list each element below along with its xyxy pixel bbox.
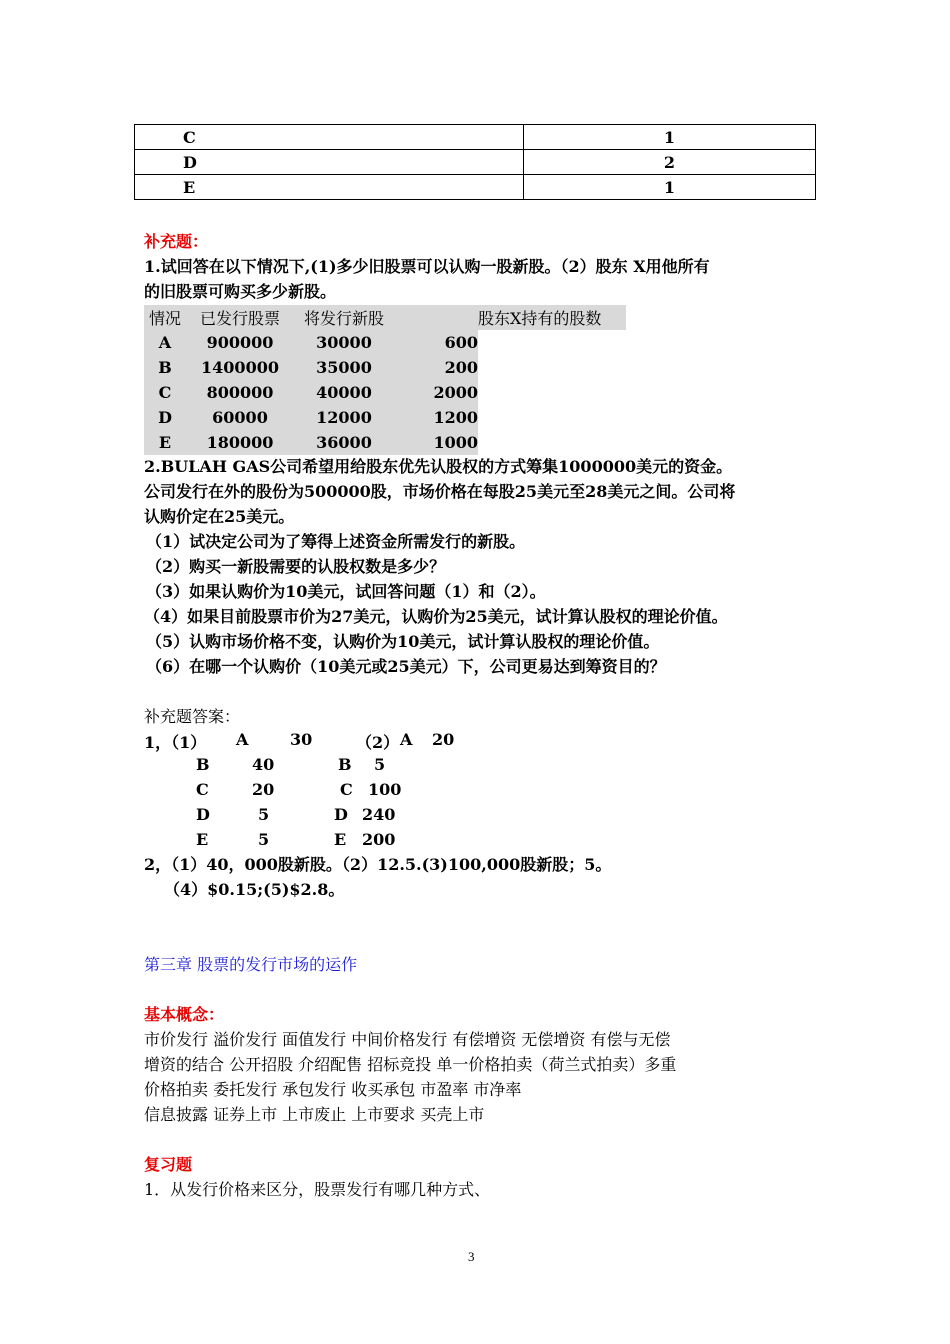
table-cell: 36000 <box>294 430 394 455</box>
table-row <box>144 430 626 455</box>
table-header-row <box>144 305 626 330</box>
question-2-line-2: 公司发行在外的股份为500000股，市场价格在每股25美元至28美元之间。公司将 <box>144 482 736 501</box>
answer-value: 5 <box>258 805 270 824</box>
page-number: 3 <box>468 1249 475 1264</box>
table-header: 将发行新股 <box>294 305 394 330</box>
table-cell: 40000 <box>294 380 394 405</box>
table-cell: C <box>135 125 524 150</box>
question-2-sub-6: （6）在哪一个认购价（10美元或25美元）下，公司更易达到筹资目的？ <box>146 657 666 676</box>
question-2-sub-4: （4）如果目前股票市价为27美元，认购价为25美元，试计算认股权的理论价值。 <box>144 607 728 626</box>
table-cell: E <box>135 175 524 200</box>
answer-value: 40 <box>252 755 275 774</box>
table-header: 情况 <box>144 305 186 330</box>
answer-key: B <box>196 755 210 774</box>
table-cell: 600 <box>394 330 478 355</box>
table-header: 已发行股票 <box>186 305 294 330</box>
table-cell: 180000 <box>186 430 294 455</box>
table-cell: D <box>144 405 186 430</box>
table-header-spacer <box>394 305 478 330</box>
question-1-line-1: 1.试回答在以下情况下,(1)多少旧股票可以认购一股新股。（2）股东 X用他所有 <box>144 257 710 276</box>
question-2-sub-3: （3）如果认购价为10美元，试回答问题（1）和（2）。 <box>146 582 546 601</box>
concepts-line: 增资的结合 公开招股 介绍配售 招标竞投 单一价格拍卖（荷兰式拍卖）多重 <box>144 1055 677 1074</box>
top-table <box>134 124 816 200</box>
supplement-heading: 补充题： <box>144 232 209 251</box>
review-question-1: 1．从发行价格来区分，股票发行有哪几种方式、 <box>144 1180 491 1199</box>
answer-key: C <box>196 780 209 799</box>
table-cell: 2000 <box>394 380 478 405</box>
concepts-line: 市价发行 溢价发行 面值发行 中间价格发行 有偿增资 无偿增资 有偿与无偿 <box>144 1030 671 1049</box>
concepts-line: 信息披露 证券上市 上市废止 上市要求 买壳上市 <box>144 1105 485 1124</box>
table-cell: 35000 <box>294 355 394 380</box>
answer-key: B <box>338 755 352 774</box>
answer-key: D <box>196 805 210 824</box>
question-2-line-1: 2.BULAH GAS公司希望用给股东优先认股权的方式筹集1000000美元的资金。 <box>144 457 733 476</box>
answer-key: D <box>334 805 348 824</box>
table-row <box>135 125 816 150</box>
chapter-title: 第三章 股票的发行市场的运作 <box>144 955 358 974</box>
table-cell: C <box>144 380 186 405</box>
answer-value: 5 <box>374 755 386 774</box>
concepts-line: 价格拍卖 委托发行 承包发行 收买承包 市盈率 市净率 <box>144 1080 522 1099</box>
question-1-line-2: 的旧股票可购买多少新股。 <box>144 282 337 301</box>
answer-key: C <box>340 780 353 799</box>
answer-value: 30 <box>290 730 313 749</box>
table-row <box>144 355 626 380</box>
table-cell: 12000 <box>294 405 394 430</box>
answer-key: E <box>334 830 347 849</box>
question-2-sub-5: （5）认购市场价格不变，认购价为10美元，试计算认股权的理论价值。 <box>146 632 660 651</box>
answer-value: 5 <box>258 830 270 849</box>
table-row <box>135 175 816 200</box>
table-cell: B <box>144 355 186 380</box>
answer-key: A <box>400 730 413 749</box>
table-cell: 900000 <box>186 330 294 355</box>
table-row <box>135 150 816 175</box>
answers-heading: 补充题答案： <box>144 707 241 726</box>
table-row <box>144 405 626 430</box>
answer-value: 20 <box>252 780 275 799</box>
table-cell: 2 <box>524 150 816 175</box>
table-cell: D <box>135 150 524 175</box>
review-heading: 复习题 <box>144 1155 193 1174</box>
table-row <box>144 330 626 355</box>
table-cell: E <box>144 430 186 455</box>
question-2-line-3: 认购价定在25美元。 <box>144 507 295 526</box>
answer-value: 200 <box>362 830 396 849</box>
answer-key: E <box>196 830 209 849</box>
table-cell: 1400000 <box>186 355 294 380</box>
table-cell: 1 <box>524 125 816 150</box>
question-2-sub-2: （2）购买一新股需要的认股权数是多少？ <box>146 557 446 576</box>
answer-value: 20 <box>432 730 455 749</box>
answer-1-prefix: 1，（1） <box>144 733 207 752</box>
answer-1-part2-label: （2） <box>356 733 400 752</box>
table-cell: A <box>144 330 186 355</box>
table-cell: 1200 <box>394 405 478 430</box>
table-header: 股东X持有的股数 <box>478 305 626 330</box>
answer-2-line-2: （4）$0.15;(5)$2.8。 <box>164 880 345 899</box>
table-cell: 30000 <box>294 330 394 355</box>
table-cell: 60000 <box>186 405 294 430</box>
table-cell: 1 <box>524 175 816 200</box>
table-cell: 200 <box>394 355 478 380</box>
table-row <box>144 380 626 405</box>
answer-key: A <box>236 730 249 749</box>
table-cell: 1000 <box>394 430 478 455</box>
table-cell: 800000 <box>186 380 294 405</box>
answer-value: 240 <box>362 805 396 824</box>
concepts-heading: 基本概念： <box>144 1005 225 1024</box>
answer-value: 100 <box>368 780 402 799</box>
answer-2-line-1: 2，（1）40，000股新股。（2）12.5.(3)100,000股新股；5。 <box>144 855 612 874</box>
question-2-sub-1: （1）试决定公司为了筹得上述资金所需发行的新股。 <box>146 532 526 551</box>
stock-table <box>144 305 626 455</box>
